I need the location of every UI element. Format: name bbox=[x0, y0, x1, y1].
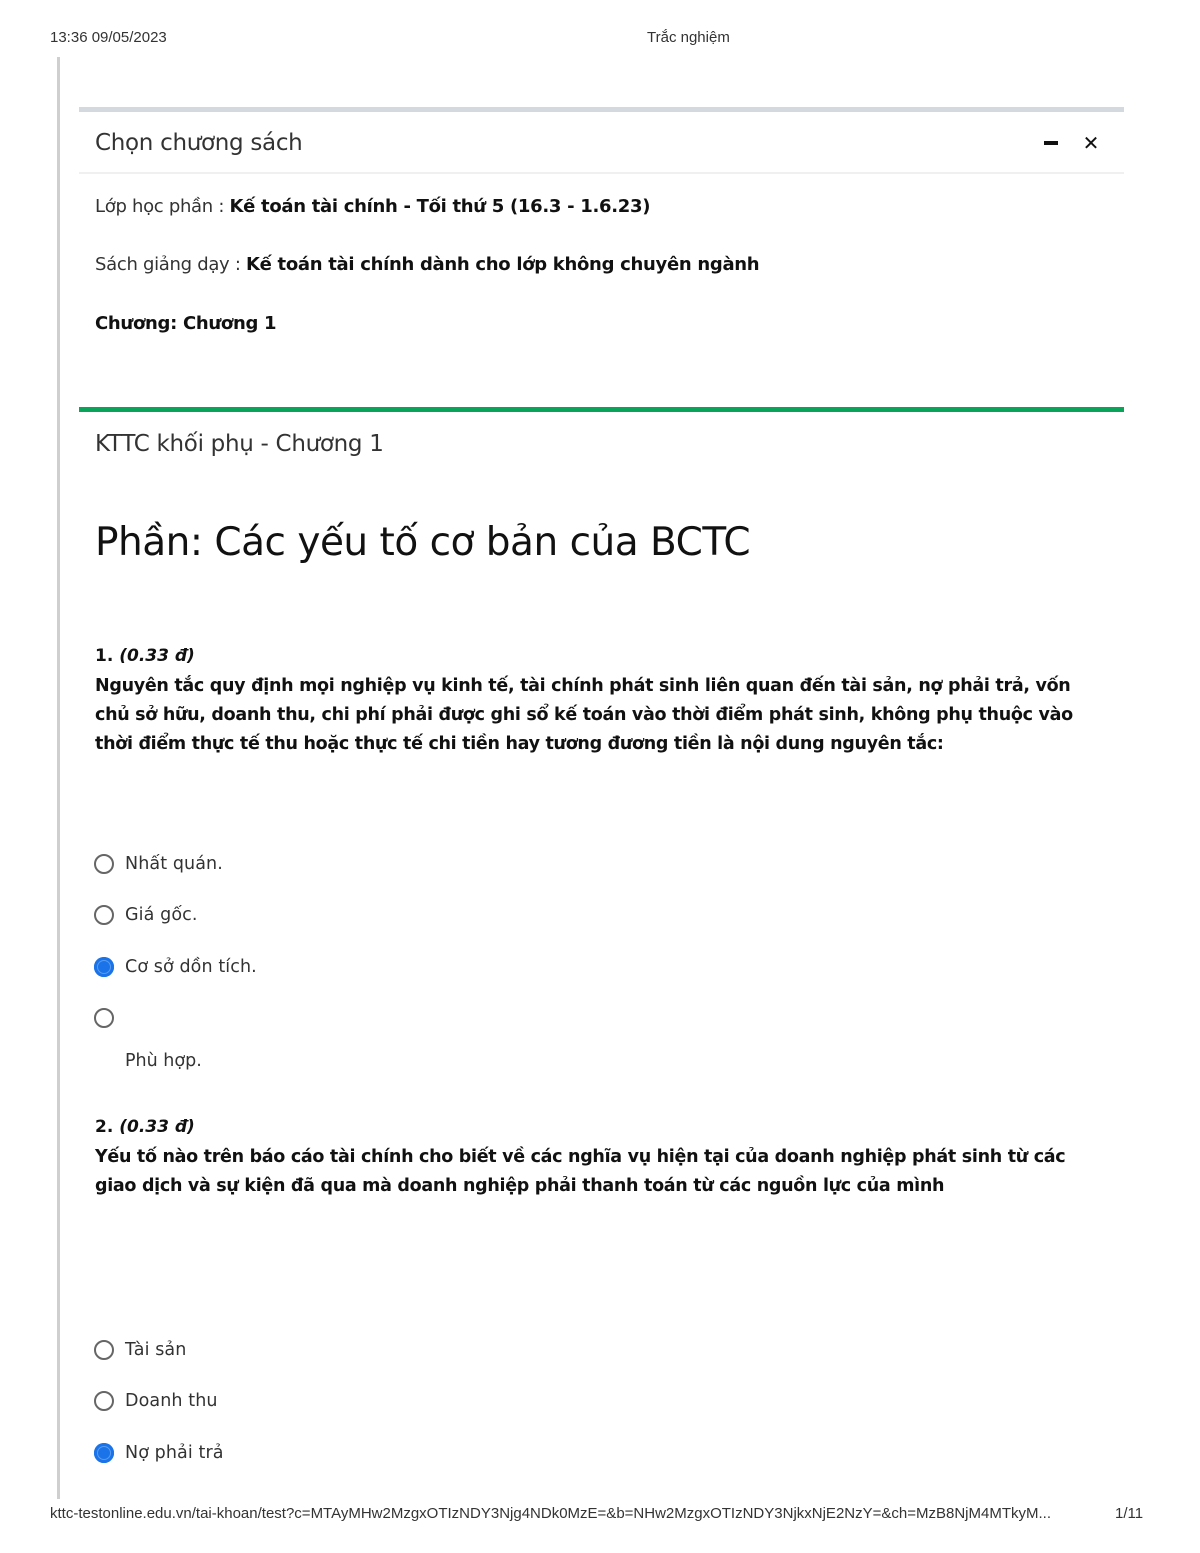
card-tools bbox=[1040, 132, 1102, 154]
chapter-value: Chương: Chương 1 bbox=[95, 313, 277, 334]
test-title: KTTC khối phụ - Chương 1 bbox=[95, 431, 384, 457]
book-value: Kế toán tài chính dành cho lớp không chuyên ngành bbox=[246, 254, 760, 275]
option-label: Cơ sở dồn tích. bbox=[125, 957, 257, 977]
left-border-rule bbox=[57, 57, 60, 1499]
book-info bbox=[95, 254, 759, 275]
option-label: Nhất quán. bbox=[125, 854, 223, 874]
card-header bbox=[79, 112, 1124, 174]
answer-option[interactable] bbox=[94, 1389, 218, 1413]
radio-button[interactable] bbox=[94, 1391, 114, 1411]
option-label: Doanh thu bbox=[125, 1391, 218, 1411]
answer-option[interactable] bbox=[94, 903, 198, 927]
close-button[interactable] bbox=[1080, 132, 1102, 154]
radio-button[interactable] bbox=[94, 1008, 114, 1028]
section-title: Phần: Các yếu tố cơ bản của BCTC bbox=[95, 520, 751, 565]
radio-button-checked[interactable] bbox=[94, 1443, 114, 1463]
class-label: Lớp học phần : bbox=[95, 196, 230, 217]
print-title: Trắc nghiệm bbox=[647, 29, 730, 46]
answer-option[interactable] bbox=[94, 1006, 114, 1030]
question-text: Yếu tố nào trên báo cáo tài chính cho biết về các nghĩa vụ hiện tại của doanh nghiệp phát sinh từ các giao dịch và sự kiện đã qua mà doanh nghiệp phải thanh toán từ các nguồn lực của mình bbox=[95, 1147, 1066, 1196]
answer-option[interactable] bbox=[94, 1441, 224, 1465]
print-header bbox=[0, 29, 1200, 49]
minus-icon bbox=[1044, 141, 1058, 145]
option-label: Giá gốc. bbox=[125, 905, 198, 925]
card-title: Chọn chương sách bbox=[95, 130, 303, 156]
class-value: Kế toán tài chính - Tối thứ 5 (16.3 - 1.6.23) bbox=[229, 196, 651, 217]
question-number bbox=[95, 1117, 195, 1137]
collapse-button[interactable] bbox=[1040, 132, 1062, 154]
book-label: Sách giảng dạy : bbox=[95, 254, 247, 275]
question-number bbox=[95, 646, 195, 666]
question-text: Nguyên tắc quy định mọi nghiệp vụ kinh tế, tài chính phát sinh liên quan đến tài sản, nợ phải trả, vốn chủ sở hữu, doanh thu, chi phí phải được ghi sổ kế toán vào thời điểm phát sinh, không phụ thuộc vào thời điểm thực tế thu hoặc thực tế chi tiền hay tương đương tiền là nội dung nguyên tắc: bbox=[95, 676, 1073, 754]
option-label: Nợ phải trả bbox=[125, 1443, 224, 1463]
answer-option[interactable] bbox=[94, 955, 257, 979]
question-index: 2. bbox=[95, 1117, 114, 1137]
print-page-number: 1/11 bbox=[1115, 1505, 1144, 1522]
print-footer bbox=[0, 1505, 1200, 1525]
answer-option[interactable] bbox=[94, 1338, 186, 1362]
answer-option[interactable] bbox=[94, 852, 223, 876]
question-points: (0.33 đ) bbox=[119, 646, 195, 666]
print-url: kttc-testonline.edu.vn/tai-khoan/test?c=MTAyMHw2MzgxOTIzNDY3Njg4NDk0MzE=&b=NHw2MzgxOTIzNDY3NjkxNjE2NzY=&ch=MzB8NjM4MTkyM... bbox=[50, 1505, 1051, 1522]
radio-button-checked[interactable] bbox=[94, 957, 114, 977]
question-index: 1. bbox=[95, 646, 114, 666]
class-info bbox=[95, 196, 650, 217]
option-label: Phù hợp. bbox=[125, 1051, 202, 1071]
radio-button[interactable] bbox=[94, 905, 114, 925]
option-label: Tài sản bbox=[125, 1340, 187, 1360]
question-points: (0.33 đ) bbox=[119, 1117, 195, 1137]
radio-button[interactable] bbox=[94, 1340, 114, 1360]
test-card bbox=[79, 407, 1124, 1507]
close-icon: ✕ bbox=[1082, 131, 1100, 155]
chapter-info bbox=[95, 313, 276, 334]
print-datetime: 13:36 09/05/2023 bbox=[50, 29, 167, 46]
radio-button[interactable] bbox=[94, 854, 114, 874]
chapter-select-card bbox=[79, 107, 1124, 367]
